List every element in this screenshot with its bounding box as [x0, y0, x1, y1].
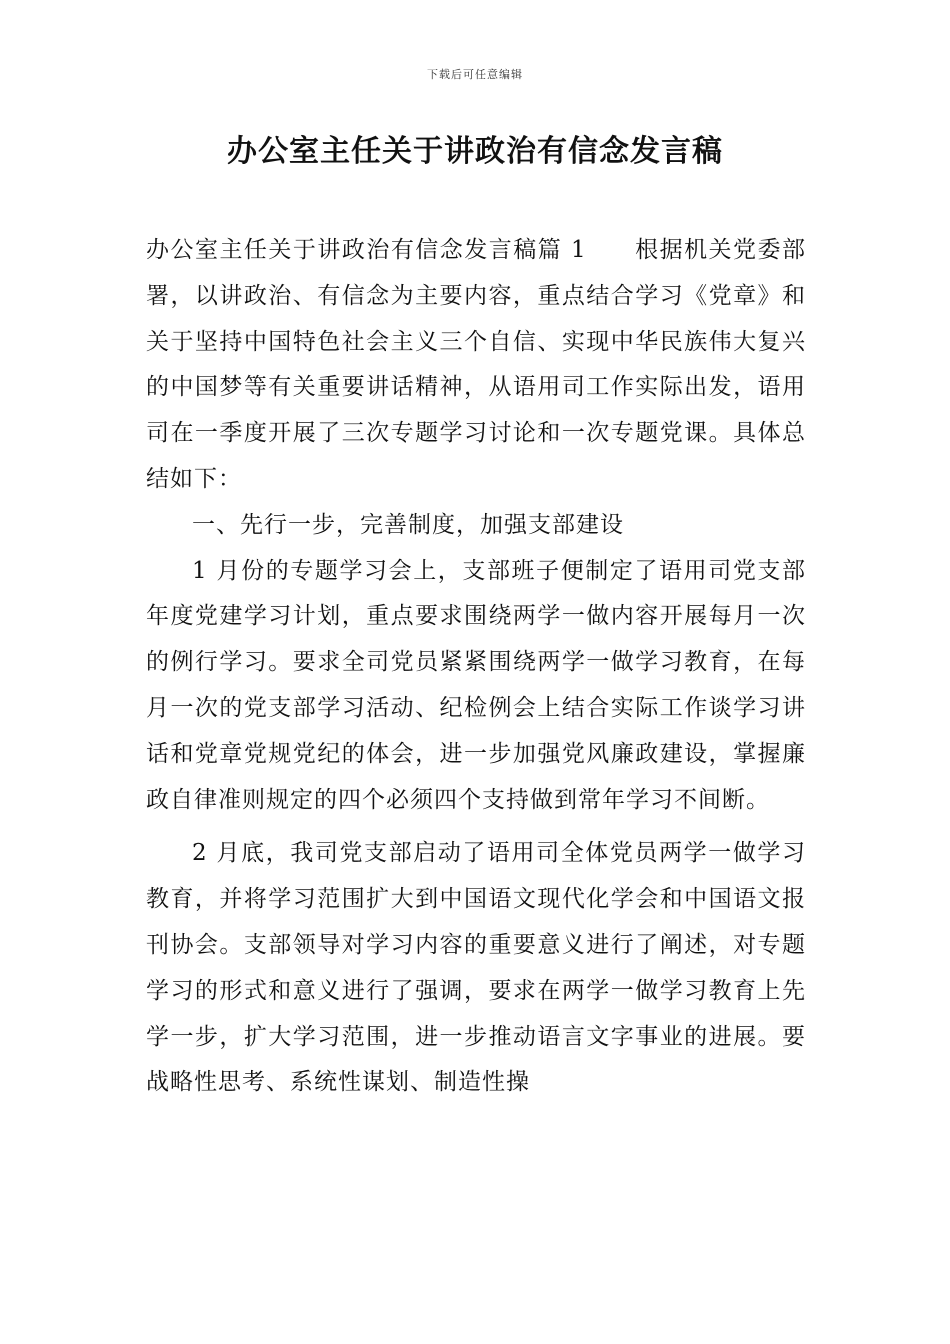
intro-text: 根据机关党委部署，以讲政治、有信念为主要内容，重点结合学习《党章》和关于坚持中国特色社会主义三个自信、实现中华民族伟大复兴的中国梦等有关重要讲话精神，从语用司工作实际出发，语用司在一季度开展了三次专题学习讨论和一次专题党课。具体总结如下： — [146, 237, 806, 492]
document-body — [146, 228, 806, 1106]
document-title: 办公室主任关于讲政治有信念发言稿 — [227, 134, 723, 169]
paragraph-january: 1 月份的专题学习会上，支部班子便制定了语用司党支部年度党建学习计划，重点要求围绕两学一做内容开展每月一次的例行学习。要求全司党员紧紧围绕两学一做学习教育，在每月一次的党支部学习活动、纪检例会上结合实际工作谈学习讲话和党章党规党纪的体会，进一步加强党风廉政建设，掌握廉政自律准则规定的四个必须四个支持做到常年学习不间断。 — [146, 557, 806, 813]
section-heading: 一、先行一步，完善制度，加强支部建设 — [192, 511, 624, 538]
header-note: 下载后可任意编辑 — [427, 68, 523, 81]
intro-label: 办公室主任关于讲政治有信念发言稿篇 1 — [146, 237, 587, 263]
intro-paragraph — [146, 228, 806, 503]
paragraph-february: 2 月底，我司党支部启动了语用司全体党员两学一做学习教育，并将学习范围扩大到中国语文现代化学会和中国语文报刊协会。支部领导对学习内容的重要意义进行了阐述，对专题学习的形式和意义进行了强调，要求在两学一做学习教育上先学一步，扩大学习范围，进一步推动语言文字事业的进展。要战略性思考、系统性谋划、制造性操 — [146, 840, 806, 1096]
